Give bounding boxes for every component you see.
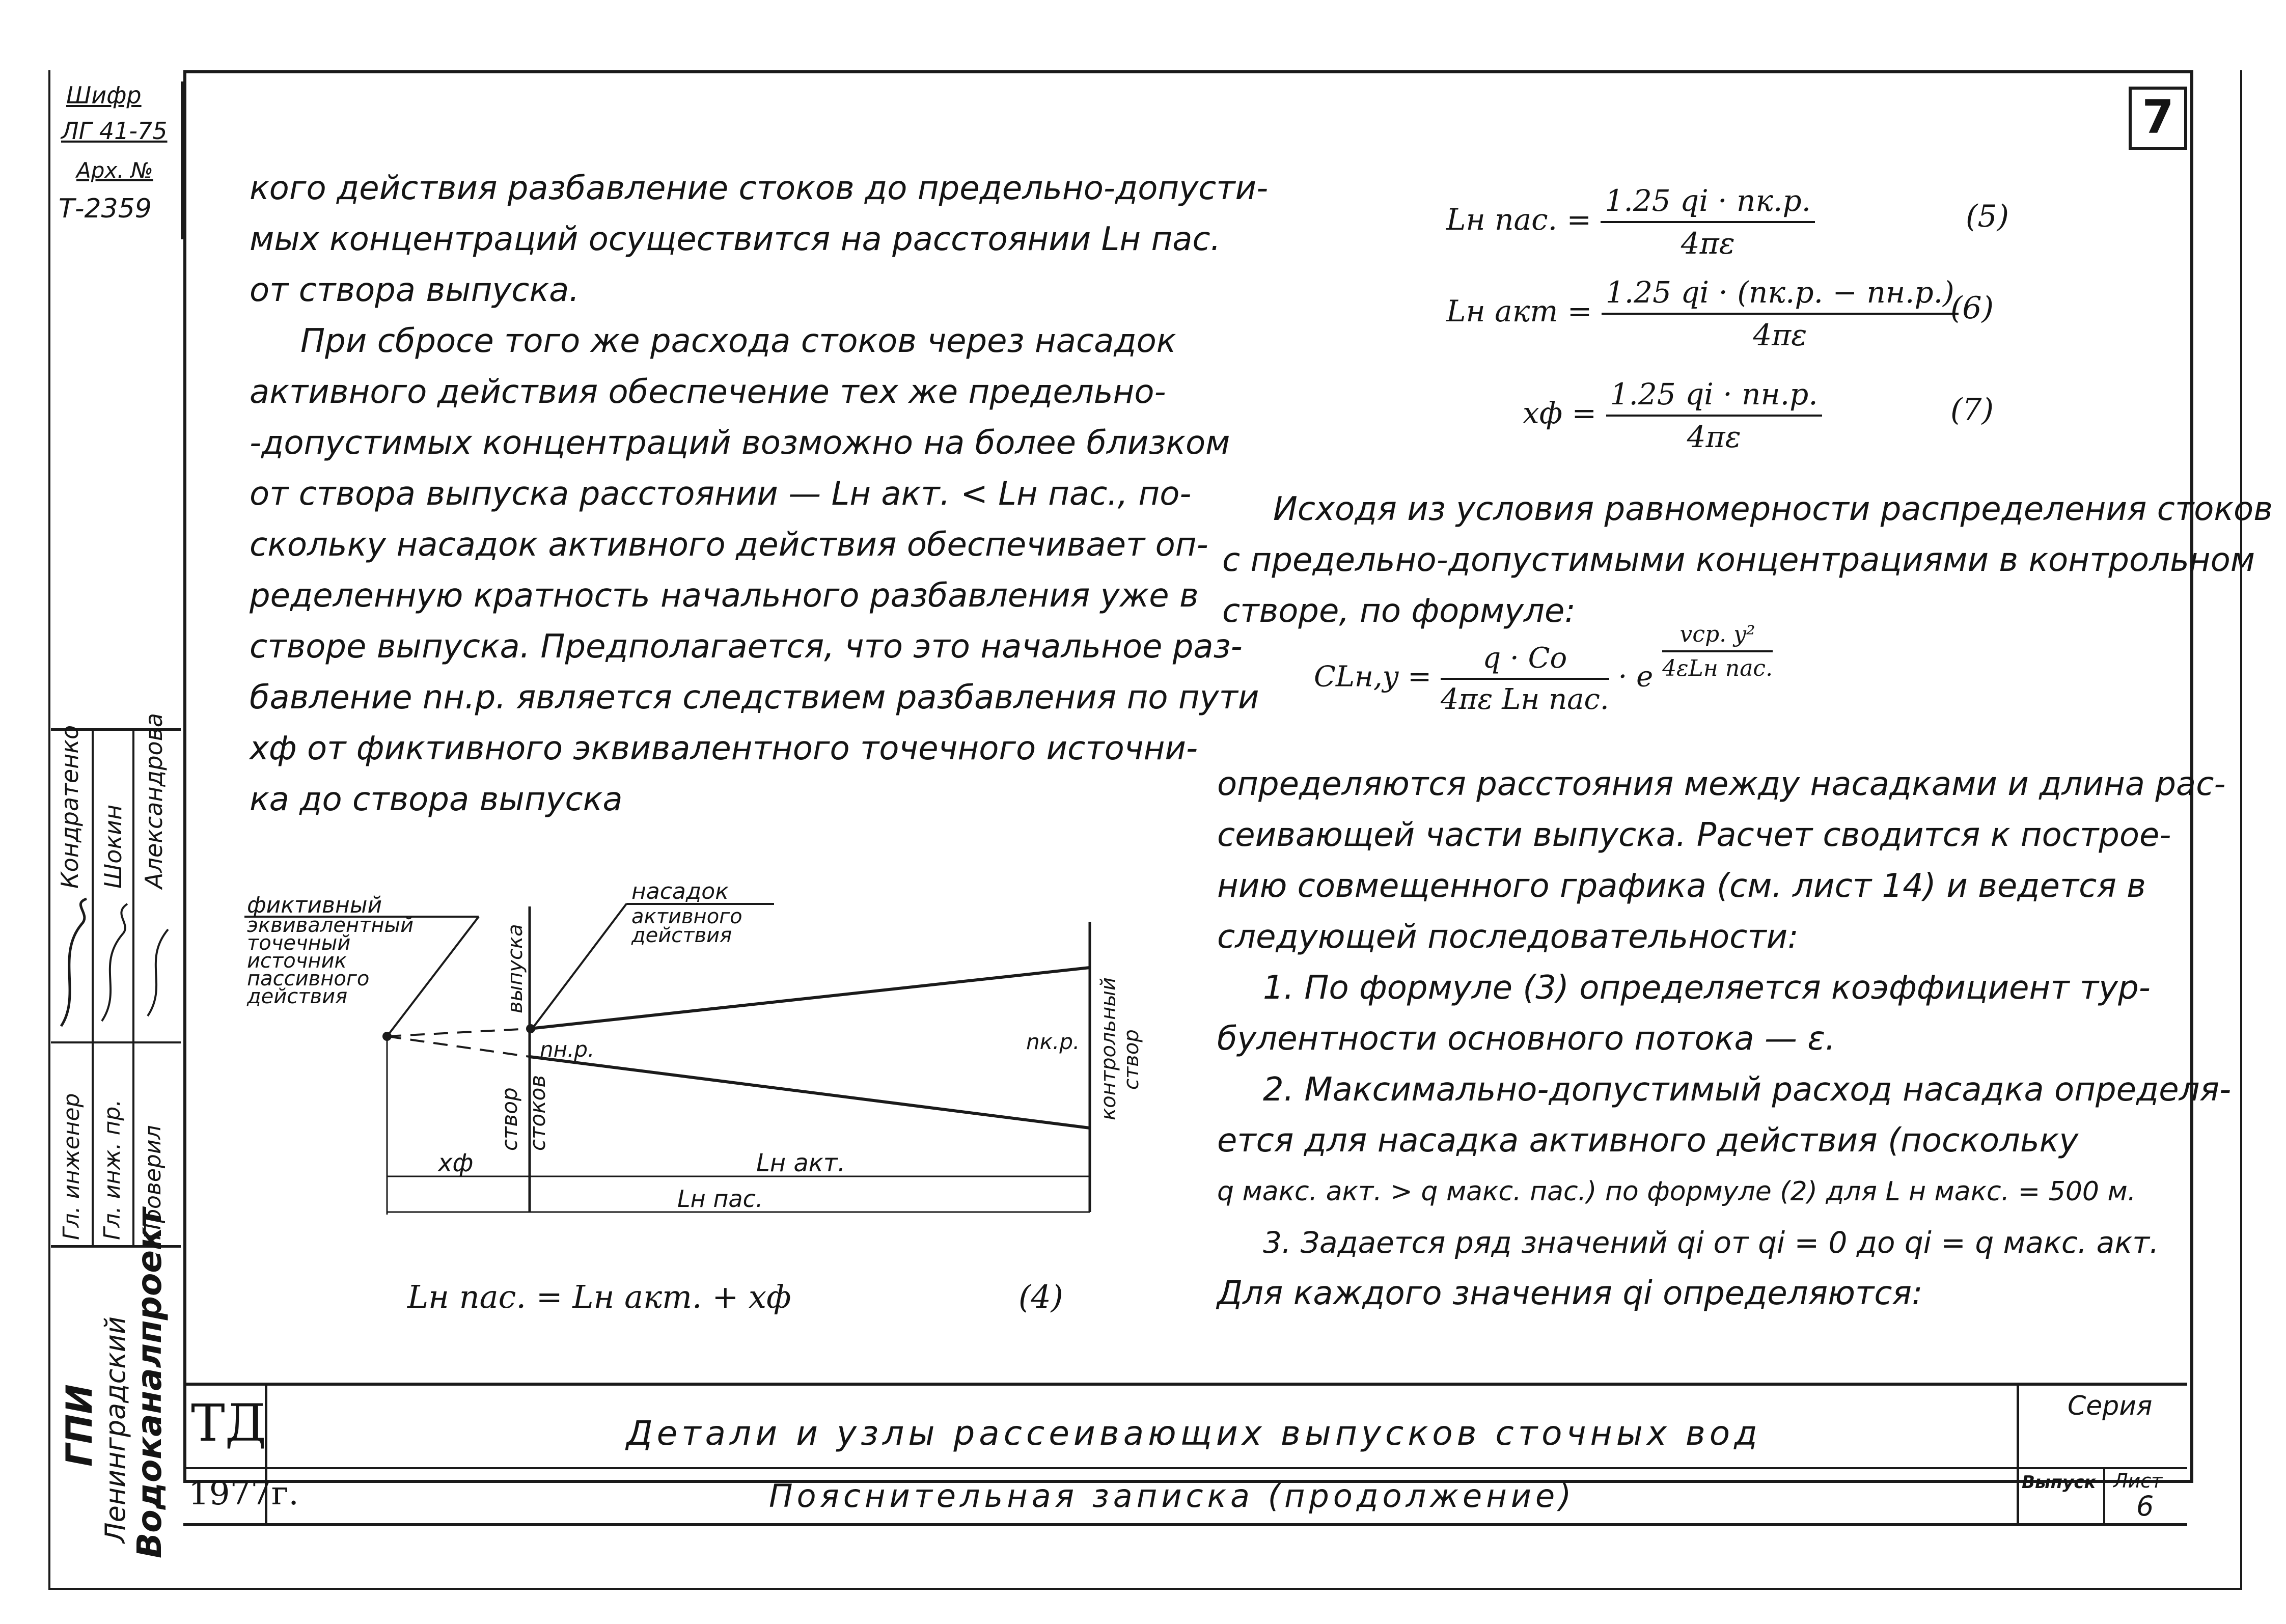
nozzle-point <box>526 1024 535 1033</box>
left-line-12: xф от фиктивного эквивалентного точечного источни- <box>250 730 1198 767</box>
right-line-6: булентности основного потока — ε. <box>1217 1020 1836 1058</box>
formula-7-number: (7) <box>1950 392 1994 428</box>
formula-7-num: 1.25 qi · nн.р. <box>1606 377 1822 417</box>
formula-5-den: 4πε <box>1681 226 1735 261</box>
org-line-3: Водоканалпроект <box>130 1207 169 1558</box>
conc-exp-base: · e <box>1618 660 1654 694</box>
dilution-diagram <box>239 876 1181 1232</box>
page-number: 7 <box>2142 91 2174 144</box>
nozzle-label-1: насадок <box>631 878 729 904</box>
concentration-formula <box>1314 621 1773 716</box>
left-line-5: активного действия обеспечение тех же предельно- <box>250 373 1166 411</box>
left-line-7: от створа выпуска расстоянии — Lн акт. < Lн пас., по- <box>250 475 1192 513</box>
nozzle-leader <box>532 904 626 1029</box>
org-line-1: ГПИ <box>59 1384 100 1467</box>
right-line-4: следующей последовательности: <box>1217 918 1799 956</box>
archive-value: Т-2359 <box>59 194 152 224</box>
outlet-section-label-2: стоков <box>525 1075 550 1151</box>
tb-divider-mid <box>183 1467 2187 1469</box>
right-line-11: Для каждого значения qi определяются: <box>1217 1275 1923 1312</box>
page-number-box <box>2129 87 2187 150</box>
formula-5-num: 1.25 qi · nк.р. <box>1601 183 1815 223</box>
left-line-11: бавление nн.р. является следствием разбавления по пути <box>250 679 1259 717</box>
formula-7-lhs: xф = <box>1523 396 1597 431</box>
formula-5-number: (5) <box>1966 199 2009 234</box>
fictive-label-4: источник <box>247 949 347 973</box>
sig-role-3: Проверил <box>140 1125 166 1240</box>
right-intro-block <box>1222 484 2273 637</box>
plume-lower <box>530 1057 1090 1128</box>
source-point <box>382 1032 392 1041</box>
sig-name-2: Шокин <box>99 804 127 889</box>
conc-exp-den: 4εLн пас. <box>1662 655 1773 681</box>
formula-6-den: 4πε <box>1753 318 1807 352</box>
formula-5-lhs: Lн пас. = <box>1446 202 1592 237</box>
fictive-label-1: фиктивный <box>247 892 382 918</box>
n-end-label: nк.р. <box>1026 1029 1080 1054</box>
plume-upper <box>530 968 1090 1029</box>
formula-7-den: 4πε <box>1687 420 1741 454</box>
handwritten-signatures <box>51 894 181 1041</box>
left-line-6: -допустимых концентраций возможно на более близком <box>250 424 1230 462</box>
cipher-stamp <box>51 81 183 239</box>
x-phi-label: xф <box>438 1149 474 1177</box>
fictive-label-6: действия <box>247 985 348 1008</box>
sig-role-2: Гл. инж. пр. <box>99 1099 125 1240</box>
right-intro-3: створе, по формуле: <box>1222 592 1576 630</box>
formula-6 <box>1446 275 1959 352</box>
right-line-7: 2. Максимально-допустимый расход насадка определя- <box>1263 1071 2232 1109</box>
formula-5-fraction <box>1601 183 1815 261</box>
nozzle-label-2: активного <box>631 905 742 928</box>
tb-subtitle: Пояснительная записка (продолжение) <box>769 1477 1576 1515</box>
formula-7 <box>1523 377 1822 454</box>
left-line-8: скольку насадок активного действия обеспечивает оп- <box>250 526 1208 564</box>
l-pas-label: Lн пас. <box>677 1185 763 1213</box>
formula-7-fraction <box>1606 377 1822 454</box>
left-line-4: При сбросе того же расхода стоков через насадок <box>300 322 1176 360</box>
right-intro-2: с предельно-допустимыми концентрациями в контрольном <box>1222 541 2255 579</box>
sig-divider-3 <box>51 1041 181 1043</box>
right-line-5: 1. По формуле (3) определяется коэффициент тур- <box>1263 969 2151 1007</box>
left-line-10: створе выпуска. Предполагается, что это начальное раз- <box>250 628 1243 666</box>
formula-4-number: (4) <box>1018 1278 1063 1315</box>
conc-exp-fraction <box>1662 621 1773 681</box>
title-block <box>183 1383 2187 1526</box>
right-line-3: нию совмещенного графика (см. лист 14) и ведется в <box>1217 867 2146 905</box>
signature-block <box>51 713 181 1248</box>
sig-name-1: Кондратенко <box>56 725 84 889</box>
dashed-lower <box>387 1036 530 1057</box>
tb-sheet-label: Лист <box>2113 1470 2163 1492</box>
tb-series-label: Серия <box>2068 1391 2153 1421</box>
tb-issue-label: Выпуск <box>2022 1472 2096 1493</box>
control-label-2: створ <box>1120 1029 1143 1090</box>
left-line-9: ределенную кратность начального разбавления уже в <box>250 577 1199 615</box>
tb-year: 1977г. <box>188 1475 299 1512</box>
formula-4-text: Lн пас. = Lн акт. + xф <box>407 1278 791 1315</box>
n-start-label: nн.р. <box>540 1037 595 1062</box>
nozzle-label-3: действия <box>631 924 732 947</box>
formula-6-number: (6) <box>1950 290 1994 326</box>
right-text-block <box>1217 759 2232 1319</box>
conc-exp-num: vср. y² <box>1662 621 1773 652</box>
left-line-3: от створа выпуска. <box>250 271 580 309</box>
fictive-label-2: эквивалентный <box>247 914 414 937</box>
org-line-2: Ленинградский <box>99 1316 131 1543</box>
right-line-10: 3. Задается ряд значений qi от qi = 0 до qi = q макс. акт. <box>1263 1225 2159 1260</box>
formula-6-fraction <box>1602 275 1959 352</box>
tb-divider-series <box>2017 1386 2019 1523</box>
left-line-2: мых концентраций осуществится на расстоянии Lн пас. <box>250 221 1221 258</box>
conc-num: q · Co <box>1441 642 1609 680</box>
fictive-label-3: точечный <box>247 931 351 955</box>
conc-lhs: CLн,y = <box>1314 660 1432 694</box>
archive-label: Арх. № <box>76 158 153 183</box>
sig-name-3: Александрова <box>140 713 168 889</box>
right-intro-1: Исходя из условия равномерности распределения стоков <box>1273 490 2273 528</box>
outlet-label: выпуска <box>504 924 527 1013</box>
control-label-1: контрольный <box>1097 977 1120 1120</box>
right-line-9: q макс. акт. > q макс. пас.) по формуле (2) для L н макс. = 500 м. <box>1217 1176 2136 1207</box>
sig-role-1: Гл. инженер <box>59 1093 85 1240</box>
tb-divider-issue <box>2103 1467 2105 1523</box>
right-line-2: сеивающей части выпуска. Расчет сводится к построе- <box>1217 816 2171 854</box>
formula-4 <box>407 1278 791 1315</box>
formula-6-num: 1.25 qi · (nк.р. − nн.р.) <box>1602 275 1959 315</box>
left-text-block <box>250 163 1269 825</box>
cipher-label: Шифр <box>66 81 142 109</box>
l-act-label: Lн акт. <box>756 1149 846 1177</box>
right-line-8: ется для насадка активного действия (поскольку <box>1217 1122 2079 1160</box>
left-line-13: ка до створа выпуска <box>250 781 623 818</box>
conc-fraction <box>1441 642 1609 716</box>
tb-sheet-value: 6 <box>2136 1490 2154 1522</box>
conc-den: 4πε Lн пас. <box>1440 683 1609 716</box>
fictive-label-5: пассивного <box>247 967 370 990</box>
dashed-upper <box>387 1029 530 1036</box>
tb-title: Детали и узлы рассеивающих выпусков сточных вод <box>626 1414 1761 1453</box>
outlet-section-label-1: створ <box>497 1087 522 1151</box>
formula-6-lhs: Lн акт = <box>1446 294 1592 329</box>
tb-td: ТД <box>191 1393 266 1453</box>
cipher-value: ЛГ 41-75 <box>61 117 168 145</box>
formula-5 <box>1446 183 1815 261</box>
right-line-1: определяются расстояния между насадками и длина рас- <box>1217 765 2226 803</box>
left-line-1: кого действия разбавление стоков до предельно-допусти- <box>250 170 1269 207</box>
